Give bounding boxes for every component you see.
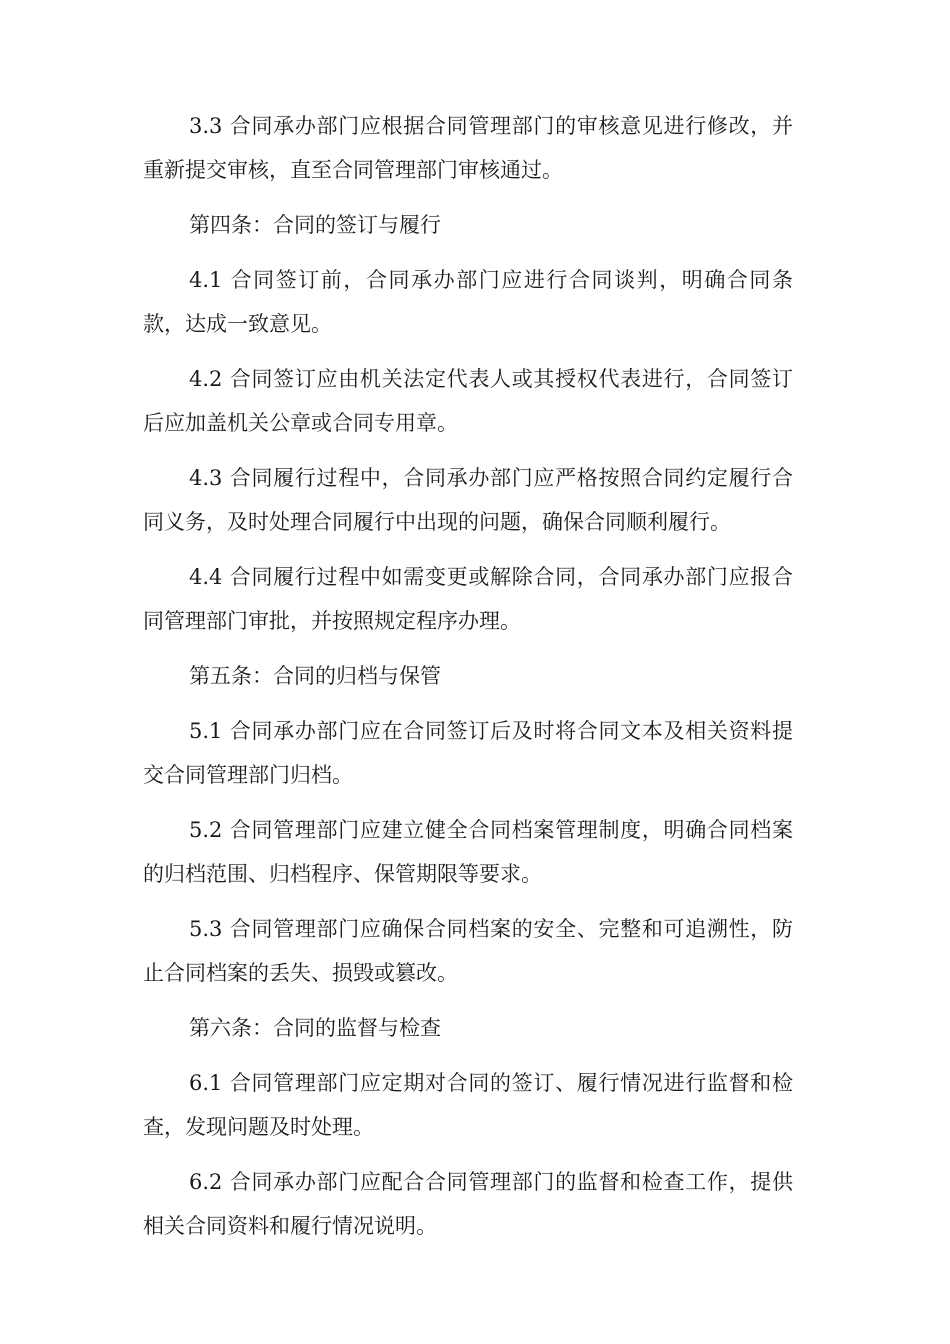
clause-6-1: 6.1 合同管理部门应定期对合同的签订、履行情况进行监督和检查，发现问题及时处理。 xyxy=(143,1071,793,1139)
clause-5-2: 5.2 合同管理部门应建立健全合同档案管理制度，明确合同档案的归档范围、归档程序、保管期限等要求。 xyxy=(143,818,793,886)
article-6-heading: 第六条：合同的监督与检查 xyxy=(189,1016,441,1040)
clause-5-1: 5.1 合同承办部门应在合同签订后及时将合同文本及相关资料提交合同管理部门归档。 xyxy=(143,719,793,787)
clause-4-2: 4.2 合同签订应由机关法定代表人或其授权代表进行，合同签订后应加盖机关公章或合同专用章。 xyxy=(143,367,793,435)
clause-3-3: 3.3 合同承办部门应根据合同管理部门的审核意见进行修改，并重新提交审核，直至合同管理部门审核通过。 xyxy=(143,114,793,182)
article-4-heading: 第四条：合同的签订与履行 xyxy=(189,213,441,237)
clause-4-3: 4.3 合同履行过程中，合同承办部门应严格按照合同约定履行合同义务，及时处理合同履行中出现的问题，确保合同顺利履行。 xyxy=(143,466,793,534)
document-body xyxy=(143,104,793,1259)
article-5-heading: 第五条：合同的归档与保管 xyxy=(189,664,441,688)
clause-6-2: 6.2 合同承办部门应配合合同管理部门的监督和检查工作，提供相关合同资料和履行情况说明。 xyxy=(143,1170,793,1238)
clause-5-3: 5.3 合同管理部门应确保合同档案的安全、完整和可追溯性，防止合同档案的丢失、损毁或篡改。 xyxy=(143,917,793,985)
clause-4-1: 4.1 合同签订前，合同承办部门应进行合同谈判，明确合同条款，达成一致意见。 xyxy=(143,268,793,336)
clause-4-4: 4.4 合同履行过程中如需变更或解除合同，合同承办部门应报合同管理部门审批，并按照规定程序办理。 xyxy=(143,565,793,633)
